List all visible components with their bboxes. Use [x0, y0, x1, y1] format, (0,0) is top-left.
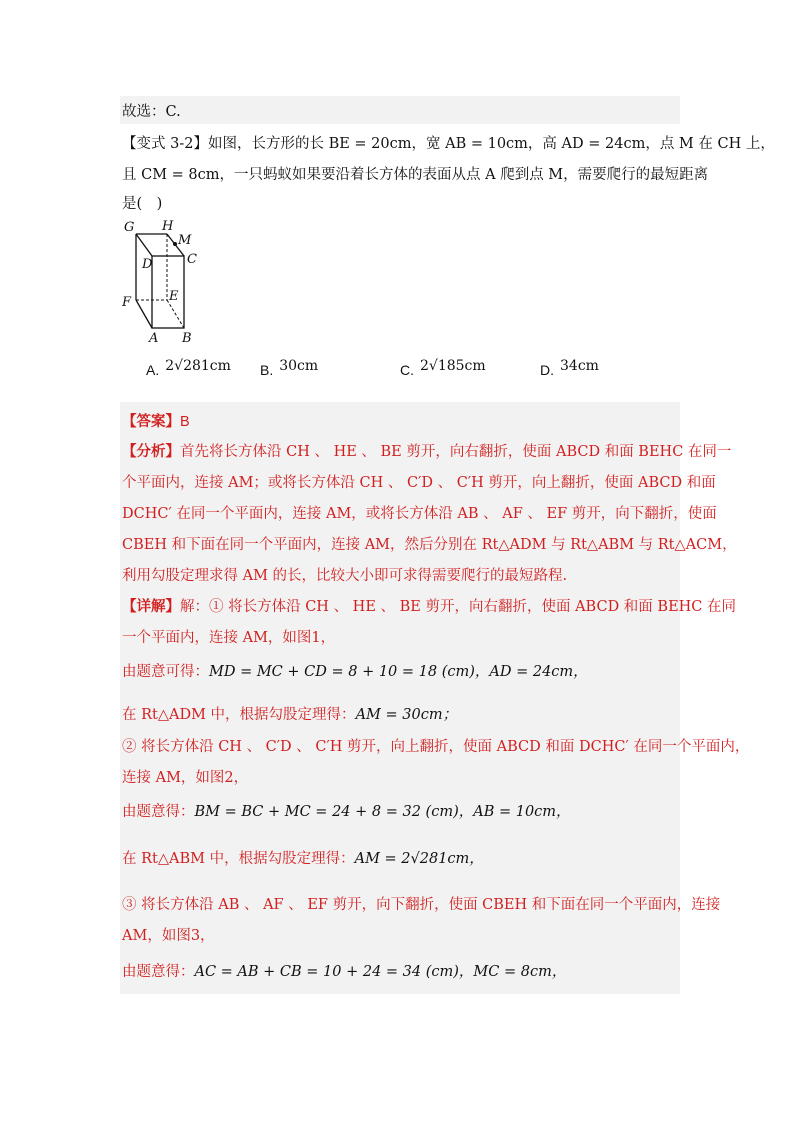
option-c-value: 2√185cm	[420, 358, 486, 374]
detail-line-7	[122, 800, 571, 821]
question-line-1: 【变式 3-2】如图，长方形的长 BE = 20cm，宽 AB = 10cm，高 AD = 24cm，点 M 在 CH 上，	[122, 136, 775, 152]
prev-conclusion: 故选：C.	[122, 104, 181, 120]
detail-line-8	[122, 847, 484, 868]
question-line-2: 且 CM = 8cm，一只蚂蚁如果要沿着长方体的表面从点 A 爬到点 M，需要爬行的最短距离	[122, 167, 709, 183]
option-c	[400, 358, 486, 379]
answer-tag: 【答案】	[122, 413, 180, 430]
detail-line-5: ② 将长方体沿 CH 、 C′D 、 C′H 剪开，向上翻折，使面 ABCD 和面 DCHC′ 在同一个平面内，	[122, 739, 750, 755]
detail-line-9: ③ 将长方体沿 AB 、 AF 、 EF 剪开，向下翻折，使面 CBEH 和下面在同一个平面内，连接	[122, 897, 721, 913]
label-B: B	[182, 331, 192, 346]
detail-s2d-math: AM = 2√281cm，	[354, 851, 484, 867]
detail-line-11	[122, 960, 566, 981]
analysis-line-2: 个平面内，连接 AM；或将长方体沿 CH 、 C′D 、 C′H 剪开，向上翻折，使面 ABCD 和面	[122, 475, 716, 491]
option-d-value: 34cm	[560, 358, 599, 374]
detail-line-2: 一个平面内，连接 AM，如图1，	[122, 630, 336, 646]
option-a-letter: A.	[146, 362, 160, 378]
option-a-value: 2√281cm	[165, 358, 231, 374]
detail-s3c-label: 由题意得：	[122, 964, 195, 980]
label-M: M	[178, 233, 192, 248]
detail-s1d-label: 在 Rt△ADM 中，根据勾股定理得：	[122, 707, 356, 723]
answer-line	[122, 410, 190, 431]
detail-tag: 【详解】	[122, 598, 180, 615]
cuboid-figure	[118, 216, 218, 346]
detail-s2c-label: 由题意得：	[122, 804, 195, 820]
option-a	[146, 358, 231, 379]
label-E: E	[169, 289, 179, 304]
detail-line-10: AM，如图3，	[122, 928, 215, 944]
prev-answer-band	[120, 96, 680, 124]
question-line-3: 是( )	[122, 196, 163, 212]
label-A: A	[149, 331, 159, 346]
detail-s1c-label: 由题意可得：	[122, 664, 209, 680]
label-F: F	[122, 295, 132, 310]
option-d	[540, 358, 599, 379]
analysis-tag: 【分析】	[122, 443, 180, 460]
detail-s2d-label: 在 Rt△ABM 中，根据勾股定理得：	[122, 851, 355, 867]
label-C: C	[187, 252, 197, 267]
detail-s1d-math: AM = 30cm；	[355, 707, 458, 723]
option-b-value: 30cm	[279, 358, 319, 374]
label-H: H	[162, 219, 174, 234]
analysis-line-5: 利用勾股定理求得 AM 的长，比较大小即可求得需要爬行的最短路程.	[122, 568, 568, 584]
detail-line-3	[122, 660, 588, 681]
detail-s3c-math: AC = AB + CB = 10 + 24 = 34 (cm)，MC = 8cm，	[194, 964, 567, 980]
detail-text-1: 解：① 将长方体沿 CH 、 HE 、 BE 剪开，向右翻折，使面 ABCD 和面 BEHC 在同	[180, 599, 737, 615]
label-D: D	[142, 257, 153, 272]
detail-s1c-math: MD = MC + CD = 8 + 10 = 18 (cm)，AD = 24cm，	[209, 664, 588, 680]
detail-line-6: 连接 AM，如图2，	[122, 770, 249, 786]
option-b	[260, 358, 319, 379]
analysis-line-1	[122, 440, 731, 461]
option-b-letter: B.	[260, 362, 274, 378]
analysis-line-4: CBEH 和下面在同一个平面内，连接 AM，然后分别在 Rt△ADM 与 Rt△ABM 与 Rt△ACM，	[122, 537, 737, 553]
option-d-letter: D.	[540, 362, 554, 378]
analysis-line-3: DCHC′ 在同一个平面内，连接 AM，或将长方体沿 AB 、 AF 、 EF 剪开，向下翻折，使面	[122, 506, 717, 522]
analysis-text-1: 首先将长方体沿 CH 、 HE 、 BE 剪开，向右翻折，使面 ABCD 和面 BEHC 在同一	[180, 444, 732, 460]
answer-value: B	[180, 414, 190, 430]
detail-line-1	[122, 595, 736, 616]
detail-line-4	[122, 703, 457, 724]
label-G: G	[124, 220, 135, 235]
detail-s2c-math: BM = BC + MC = 24 + 8 = 32 (cm)，AB = 10cm，	[194, 804, 571, 820]
option-c-letter: C.	[400, 362, 414, 378]
